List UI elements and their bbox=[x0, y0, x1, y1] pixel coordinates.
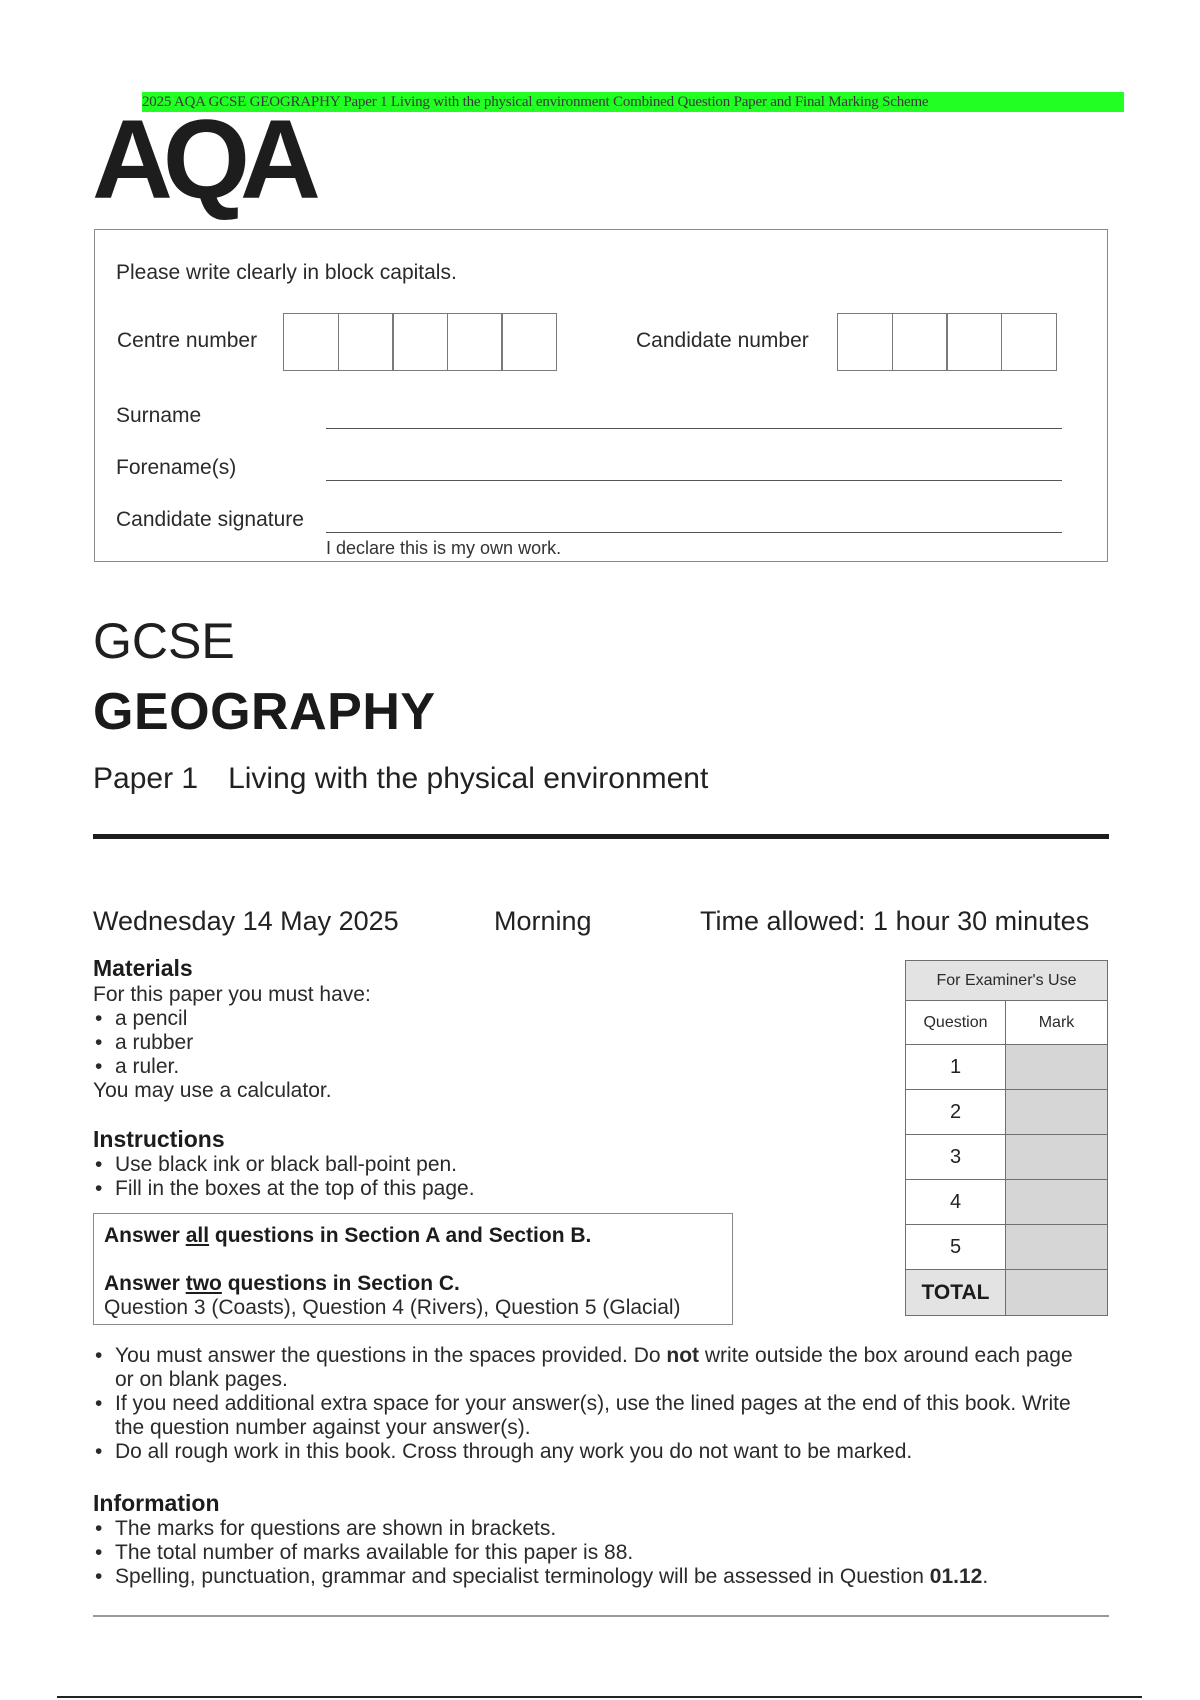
section-c-options: Question 3 (Coasts), Question 4 (Rivers), Question 5 (Glacial) bbox=[104, 1296, 681, 1319]
centre-number-digit[interactable] bbox=[447, 313, 503, 371]
question-number: 3 bbox=[906, 1135, 1006, 1180]
centre-number-label: Centre number bbox=[117, 329, 258, 352]
surname-label: Surname bbox=[116, 404, 202, 427]
surname-field[interactable] bbox=[326, 428, 1062, 429]
paper-title bbox=[93, 762, 708, 796]
information-section bbox=[93, 1490, 1093, 1589]
centre-number-boxes bbox=[283, 313, 556, 371]
materials-intro: For this paper you must have: bbox=[93, 983, 371, 1006]
qualification-level: GCSE bbox=[93, 613, 235, 669]
candidate-details-box bbox=[94, 229, 1108, 562]
information-item: • The total number of marks available for this paper is 88. bbox=[93, 1541, 1093, 1565]
centre-number-digit[interactable] bbox=[392, 313, 448, 371]
question-number: 1 bbox=[906, 1045, 1006, 1090]
instruction-bullet: • You must answer the questions in the spaces provided. Do not write outside the box around each page or on blank pages. bbox=[93, 1344, 1093, 1392]
total-label: TOTAL bbox=[906, 1270, 1006, 1316]
instructions-section bbox=[93, 1126, 793, 1201]
mark-cell bbox=[1006, 1045, 1108, 1090]
paper-number: Paper 1 bbox=[93, 762, 199, 795]
examiner-use-table bbox=[905, 960, 1108, 1316]
instructions-heading: Instructions bbox=[93, 1126, 225, 1152]
paper-name: Living with the physical environment bbox=[228, 762, 709, 795]
instruction-bullet: • Do all rough work in this book. Cross through any work you do not want to be marked. bbox=[93, 1440, 1093, 1464]
candidate-number-digit[interactable] bbox=[892, 313, 948, 371]
centre-number-digit[interactable] bbox=[283, 313, 339, 371]
instruction-bullet: • If you need additional extra space for your answer(s), use the lined pages at the end of this book. Write the question number against your answer(s). bbox=[93, 1392, 1093, 1440]
mark-cell bbox=[1006, 1180, 1108, 1225]
signature-label: Candidate signature bbox=[116, 508, 304, 531]
exam-date: Wednesday 14 May 2025 bbox=[93, 906, 399, 936]
signature-field[interactable] bbox=[326, 532, 1062, 533]
mark-column-header: Mark bbox=[1006, 1001, 1108, 1045]
question-number: 2 bbox=[906, 1090, 1006, 1135]
centre-number-digit[interactable] bbox=[338, 313, 394, 371]
instructions-item: • Fill in the boxes at the top of this page. bbox=[93, 1177, 793, 1201]
subject-title: GEOGRAPHY bbox=[93, 683, 436, 741]
question-number: 4 bbox=[906, 1180, 1006, 1225]
information-heading: Information bbox=[93, 1490, 220, 1516]
answer-all-line: Answer all questions in Section A and Section B. bbox=[104, 1224, 592, 1247]
bottom-divider bbox=[93, 1615, 1109, 1617]
candidate-number-label: Candidate number bbox=[636, 329, 809, 352]
materials-item: • a rubber bbox=[93, 1031, 793, 1055]
materials-item: • a ruler. bbox=[93, 1055, 793, 1079]
mark-cell bbox=[1006, 1225, 1108, 1270]
candidate-number-boxes bbox=[837, 313, 1055, 371]
candidate-number-digit[interactable] bbox=[946, 313, 1002, 371]
page-edge-line bbox=[57, 1696, 1142, 1698]
mark-cell bbox=[1006, 1090, 1108, 1135]
forename-label: Forename(s) bbox=[116, 456, 237, 479]
further-instructions bbox=[93, 1344, 1093, 1464]
candidate-number-digit[interactable] bbox=[1001, 313, 1057, 371]
centre-number-digit[interactable] bbox=[501, 313, 557, 371]
aqa-logo: AQA bbox=[92, 97, 311, 222]
document-title-banner: 2025 AQA GCSE GEOGRAPHY Paper 1 Living with the physical environment Combined Question Paper and Final Marking Scheme bbox=[142, 92, 1124, 112]
answer-sections-box bbox=[93, 1213, 733, 1325]
time-allowed: Time allowed: 1 hour 30 minutes bbox=[700, 906, 1090, 936]
title-divider bbox=[93, 834, 1109, 839]
declaration-text: I declare this is my own work. bbox=[326, 538, 562, 558]
examiner-table-heading: For Examiner's Use bbox=[906, 961, 1108, 1001]
instructions-item: • Use black ink or black ball-point pen. bbox=[93, 1153, 793, 1177]
answer-two-line: Answer two questions in Section C. bbox=[104, 1272, 460, 1295]
materials-item: • a pencil bbox=[93, 1007, 793, 1031]
information-item: • Spelling, punctuation, grammar and specialist terminology will be assessed in Question 01.12. bbox=[93, 1565, 1093, 1589]
materials-heading: Materials bbox=[93, 955, 193, 981]
information-item: • The marks for questions are shown in brackets. bbox=[93, 1517, 1093, 1541]
candidate-number-digit[interactable] bbox=[837, 313, 893, 371]
question-column-header: Question bbox=[906, 1001, 1006, 1045]
exam-session: Morning bbox=[494, 906, 592, 936]
block-capitals-instruction: Please write clearly in block capitals. bbox=[116, 261, 457, 284]
mark-cell bbox=[1006, 1135, 1108, 1180]
materials-section bbox=[93, 955, 793, 1103]
calculator-note: You may use a calculator. bbox=[93, 1079, 332, 1102]
question-number: 5 bbox=[906, 1225, 1006, 1270]
forename-field[interactable] bbox=[326, 480, 1062, 481]
total-mark-cell bbox=[1006, 1270, 1108, 1316]
